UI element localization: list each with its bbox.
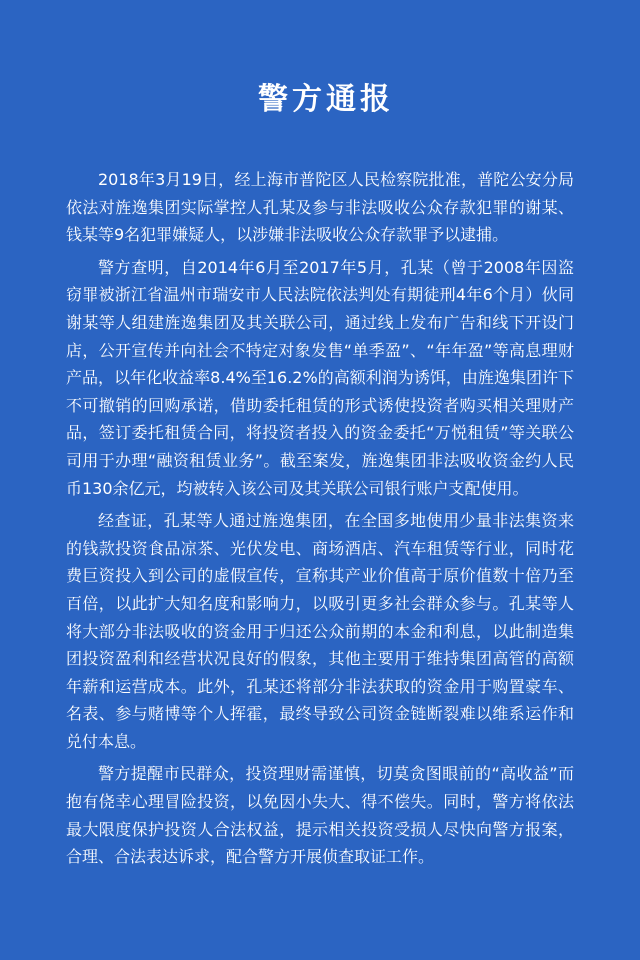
paragraph-reminder: 警方提醒市民群众，投资理财需谨慎，切莫贪图眼前的“高收益”而抱有侥幸心理冒险投资，以免因小失大、得不偿失。同时，警方将依法最大限度保护投资人合法权益，提示相关投资受损人尽快向警方报案，合理、合法表达诉求，配合警方开展侦查取证工作。: [66, 764, 574, 867]
paragraph-arrest: 2018年3月19日，经上海市普陀区人民检察院批准，普陀公安分局依法对旌逸集团实际掌控人孔某及参与非法吸收公众存款犯罪的谢某、钱某等9名犯罪嫌疑人，以涉嫌非法吸收公众存款罪予以逮捕。: [66, 170, 574, 245]
notice-title: 警方通报: [258, 82, 394, 117]
paragraph-investigation: 警方查明，自2014年6月至2017年5月，孔某（曾于2008年因盗窃罪被浙江省温州市瑞安市人民法院依法判处有期徒刑4年6个月）伙同谢某等人组建旌逸集团及其关联公司，通过线上发布广告和线下开设门店，公开宣传并向社会不特定对象发售“单季盈”、“年年盈”等高息理财产品，以年化收益率8.4%至16.2%的高额利润为诱饵，由旌逸集团许下不可撤销的回购承诺，借助委托租赁的形式诱使投资者购买相关理财产品，签订委托租赁合同，将投资者投入的资金委托“万悦租赁”等关联公司用于办理“融资租赁业务”。截至案发，旌逸集团非法吸收资金约人民币130余亿元，均被转入该公司及其关联公司银行账户支配使用。: [66, 257, 574, 498]
paragraph-verification: 经查证，孔某等人通过旌逸集团，在全国多地使用少量非法集资来的钱款投资食品凉茶、光伏发电、商场酒店、汽车租赁等行业，同时花费巨资投入到公司的虚假宣传，宣称其产业价值高于原价值数十倍乃至百倍，以此扩大知名度和影响力，以吸引更多社会群众参与。孔某等人将大部分非法吸收的资金用于归还公众前期的本金和利息，以此制造集团投资盈利和经营状况良好的假象，其他主要用于维持集团高管的高额年薪和运营成本。此外，孔某还将部分非法获取的资金用于购置豪车、名表、参与赌博等个人挥霍，最终导致公司资金链断裂难以维系运作和兑付本息。: [66, 511, 574, 751]
